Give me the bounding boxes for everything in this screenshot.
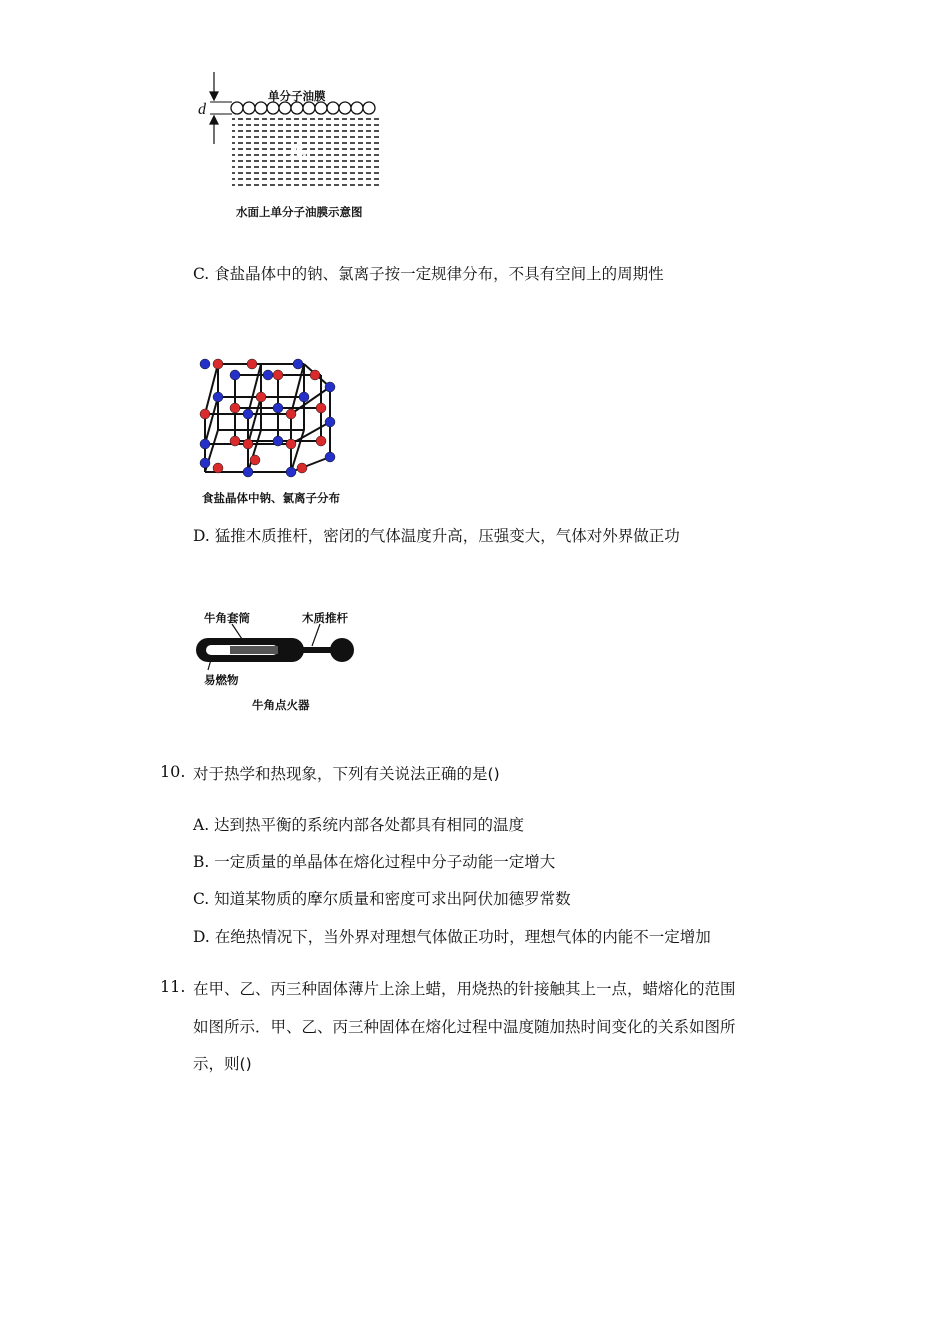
- cl-ion: [250, 455, 260, 465]
- ion-spheres: [200, 359, 335, 477]
- cl-ion: [247, 359, 257, 369]
- label-oil-film: 单分子油膜: [268, 89, 326, 103]
- cl-ion: [316, 436, 326, 446]
- na-ion: [325, 452, 335, 462]
- q11-answer-paren: (): [239, 1055, 252, 1073]
- na-ion: [293, 359, 303, 369]
- q10-stem: [193, 762, 500, 784]
- q9-option-d[interactable]: D. 猛推木质推杆，密闭的气体温度升高，压强变大，气体对外界做正功: [193, 527, 680, 545]
- cl-ion: [273, 370, 283, 380]
- q10-number: 10.: [160, 762, 186, 781]
- q10-stem-text: 对于热学和热现象，下列有关说法正确的是: [193, 765, 488, 783]
- cl-ion: [256, 392, 266, 402]
- q11-line-2: 如图所示．甲、乙、丙三种固体在熔化过程中温度随加热时间变化的关系如图所: [193, 1018, 736, 1036]
- q11-line-3-text: 示，则: [193, 1055, 240, 1073]
- na-ion: [273, 436, 283, 446]
- q11-line-1: 在甲、乙、丙三种固体薄片上涂上蜡，用烧热的针接触其上一点，蜡熔化的范围: [193, 980, 736, 998]
- label-wooden-rod: 木质推杆: [302, 611, 348, 625]
- cl-ion: [286, 439, 296, 449]
- cl-ion: [213, 359, 223, 369]
- na-ion: [213, 392, 223, 402]
- q10-option-a[interactable]: A. 达到热平衡的系统内部各处都具有相同的温度: [193, 816, 525, 834]
- na-ion: [325, 382, 335, 392]
- na-ion: [243, 467, 253, 477]
- q10-option-c[interactable]: C. 知道某物质的摩尔质量和密度可求出阿伏加德罗常数: [193, 890, 571, 908]
- na-ion: [200, 439, 210, 449]
- label-water: 水: [290, 141, 307, 160]
- cl-ion: [200, 409, 210, 419]
- na-ion: [230, 370, 240, 380]
- q11-number: 11.: [160, 977, 186, 996]
- cl-ion: [316, 403, 326, 413]
- salt-figure-caption: 食盐晶体中钠、氯离子分布: [202, 491, 340, 505]
- q10-answer-paren: (): [487, 765, 500, 783]
- wooden-rod: [278, 647, 338, 653]
- q10-option-b[interactable]: B. 一定质量的单晶体在熔化过程中分子动能一定增大: [193, 853, 556, 871]
- na-ion: [273, 403, 283, 413]
- na-ion: [325, 417, 335, 427]
- q10-option-d[interactable]: D. 在绝热情况下，当外界对理想气体做正功时，理想气体的内能不一定增加: [193, 928, 711, 946]
- na-ion: [286, 467, 296, 477]
- na-ion: [263, 370, 273, 380]
- cl-ion: [213, 463, 223, 473]
- igniter-figure: [190, 604, 390, 716]
- cl-ion: [286, 409, 296, 419]
- salt-crystal-figure: [190, 352, 390, 512]
- oil-film-figure: [190, 68, 410, 228]
- rod-knob: [330, 638, 354, 662]
- water-region: [232, 115, 382, 190]
- cl-ion: [230, 403, 240, 413]
- na-ion: [243, 409, 253, 419]
- q9-option-c[interactable]: C. 食盐晶体中的钠、氯离子按一定规律分布，不具有空间上的周期性: [193, 265, 664, 283]
- cl-ion: [230, 436, 240, 446]
- na-ion: [200, 458, 210, 468]
- thickness-arrow-bottom: [210, 116, 218, 144]
- cl-ion: [310, 370, 320, 380]
- oil-figure-caption: 水面上单分子油膜示意图: [236, 205, 363, 219]
- cl-ion: [243, 439, 253, 449]
- oil-molecule-row: [231, 102, 375, 114]
- label-horn-sleeve: 牛角套筒: [204, 611, 250, 625]
- na-ion: [200, 359, 210, 369]
- na-ion: [299, 392, 309, 402]
- igniter-figure-caption: 牛角点火器: [252, 698, 310, 712]
- q11-line-3: [193, 1052, 252, 1074]
- thickness-arrow-top: [210, 72, 218, 100]
- label-d: d: [198, 101, 206, 118]
- cl-ion: [297, 463, 307, 473]
- label-fuel: 易燃物: [204, 673, 239, 687]
